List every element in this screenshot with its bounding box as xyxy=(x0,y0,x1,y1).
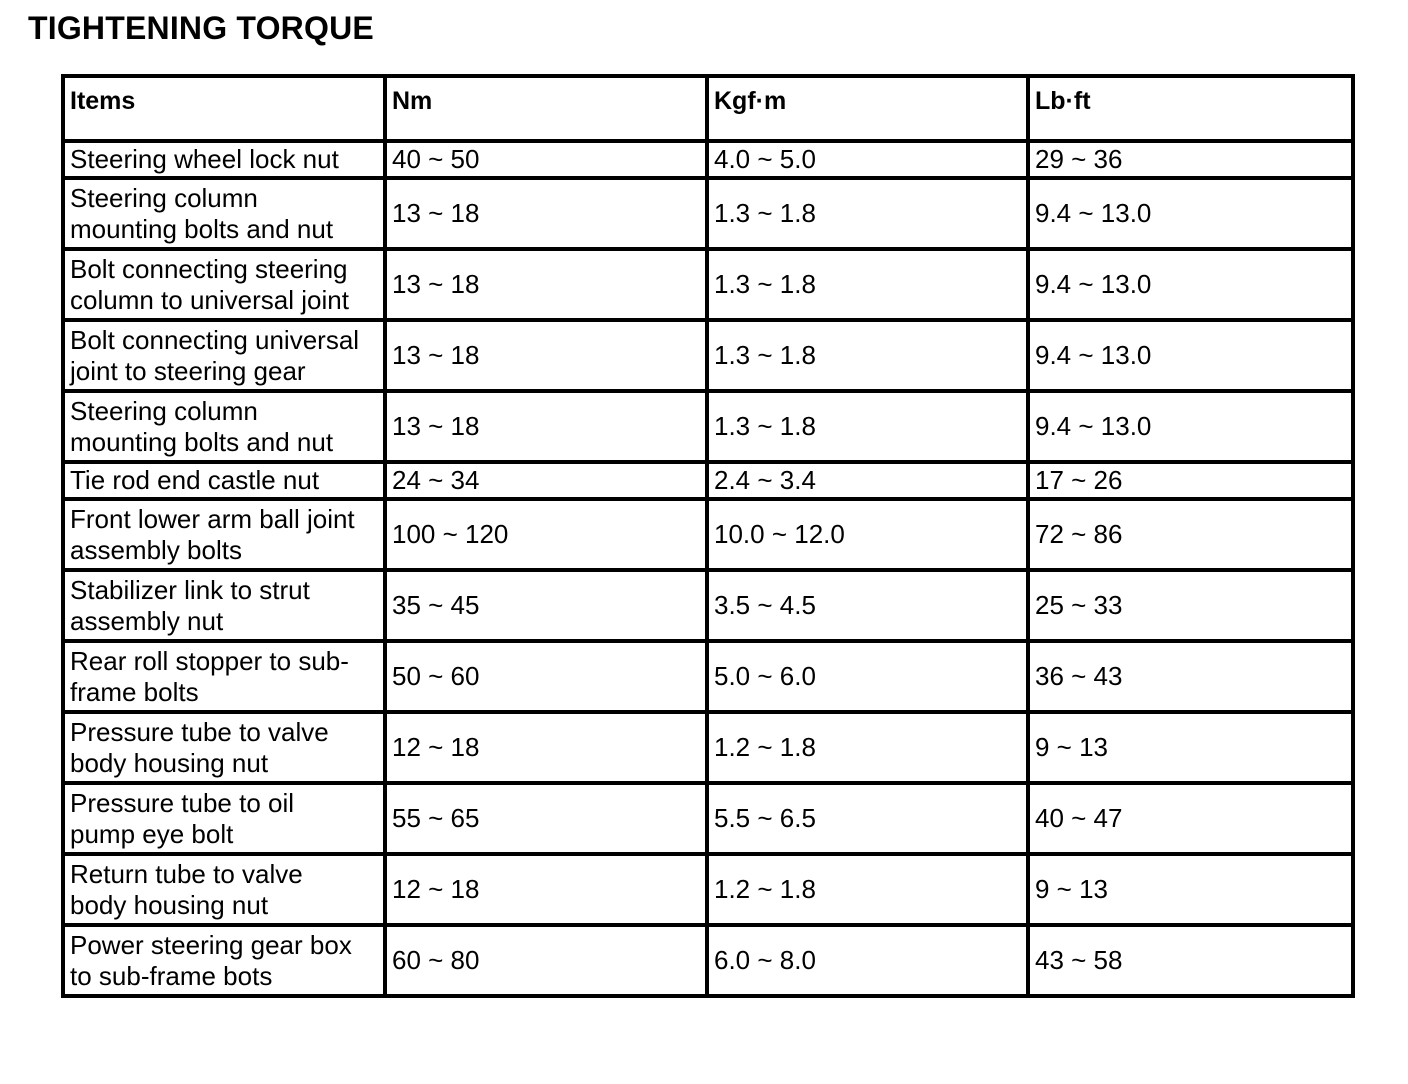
torque-table xyxy=(61,74,1355,998)
kgfm-cell: 1.3 ~ 1.8 xyxy=(707,391,1028,462)
item-cell: Power steering gear box to sub-frame bots xyxy=(63,925,385,996)
table-body xyxy=(63,141,1353,996)
table-header-row xyxy=(63,76,1353,141)
table-row xyxy=(63,249,1353,320)
nm-cell: 13 ~ 18 xyxy=(385,320,707,391)
lbft-cell: 29 ~ 36 xyxy=(1028,141,1353,178)
nm-cell: 50 ~ 60 xyxy=(385,641,707,712)
nm-cell: 55 ~ 65 xyxy=(385,783,707,854)
lbft-cell: 9.4 ~ 13.0 xyxy=(1028,391,1353,462)
kgfm-cell: 1.2 ~ 1.8 xyxy=(707,854,1028,925)
header-kgfm: Kgf·m xyxy=(707,76,1028,141)
lbft-cell: 17 ~ 26 xyxy=(1028,462,1353,499)
table-row xyxy=(63,854,1353,925)
nm-cell: 12 ~ 18 xyxy=(385,854,707,925)
item-cell: Rear roll stopper to sub- frame bolts xyxy=(63,641,385,712)
nm-cell: 100 ~ 120 xyxy=(385,499,707,570)
item-cell: Steering column mounting bolts and nut xyxy=(63,178,385,249)
table-row xyxy=(63,499,1353,570)
item-cell: Pressure tube to valve body housing nut xyxy=(63,712,385,783)
header-nm: Nm xyxy=(385,76,707,141)
item-cell: Front lower arm ball joint assembly bolts xyxy=(63,499,385,570)
kgfm-cell: 6.0 ~ 8.0 xyxy=(707,925,1028,996)
item-cell: Bolt connecting universal joint to steering gear xyxy=(63,320,385,391)
page-title: TIGHTENING TORQUE xyxy=(28,10,374,46)
kgfm-cell: 1.3 ~ 1.8 xyxy=(707,178,1028,249)
nm-cell: 13 ~ 18 xyxy=(385,178,707,249)
kgfm-cell: 4.0 ~ 5.0 xyxy=(707,141,1028,178)
nm-cell: 13 ~ 18 xyxy=(385,391,707,462)
item-cell: Tie rod end castle nut xyxy=(63,462,385,499)
table-row xyxy=(63,641,1353,712)
lbft-cell: 43 ~ 58 xyxy=(1028,925,1353,996)
nm-cell: 40 ~ 50 xyxy=(385,141,707,178)
nm-cell: 13 ~ 18 xyxy=(385,249,707,320)
kgfm-cell: 10.0 ~ 12.0 xyxy=(707,499,1028,570)
lbft-cell: 72 ~ 86 xyxy=(1028,499,1353,570)
nm-cell: 60 ~ 80 xyxy=(385,925,707,996)
kgfm-cell: 1.3 ~ 1.8 xyxy=(707,320,1028,391)
nm-cell: 35 ~ 45 xyxy=(385,570,707,641)
nm-cell: 24 ~ 34 xyxy=(385,462,707,499)
lbft-cell: 40 ~ 47 xyxy=(1028,783,1353,854)
item-cell: Steering column mounting bolts and nut xyxy=(63,391,385,462)
table-row xyxy=(63,712,1353,783)
lbft-cell: 9.4 ~ 13.0 xyxy=(1028,249,1353,320)
kgfm-cell: 1.3 ~ 1.8 xyxy=(707,249,1028,320)
item-cell: Bolt connecting steering column to universal joint xyxy=(63,249,385,320)
header-lbft: Lb·ft xyxy=(1028,76,1353,141)
table-row xyxy=(63,462,1353,499)
lbft-cell: 9.4 ~ 13.0 xyxy=(1028,320,1353,391)
lbft-cell: 25 ~ 33 xyxy=(1028,570,1353,641)
nm-cell: 12 ~ 18 xyxy=(385,712,707,783)
item-cell: Return tube to valve body housing nut xyxy=(63,854,385,925)
table-row xyxy=(63,783,1353,854)
lbft-cell: 9 ~ 13 xyxy=(1028,854,1353,925)
table-row xyxy=(63,925,1353,996)
kgfm-cell: 5.5 ~ 6.5 xyxy=(707,783,1028,854)
table-row xyxy=(63,320,1353,391)
kgfm-cell: 3.5 ~ 4.5 xyxy=(707,570,1028,641)
item-cell: Pressure tube to oil pump eye bolt xyxy=(63,783,385,854)
item-cell: Stabilizer link to strut assembly nut xyxy=(63,570,385,641)
lbft-cell: 36 ~ 43 xyxy=(1028,641,1353,712)
lbft-cell: 9 ~ 13 xyxy=(1028,712,1353,783)
table-row xyxy=(63,391,1353,462)
kgfm-cell: 2.4 ~ 3.4 xyxy=(707,462,1028,499)
header-items: Items xyxy=(63,76,385,141)
kgfm-cell: 1.2 ~ 1.8 xyxy=(707,712,1028,783)
kgfm-cell: 5.0 ~ 6.0 xyxy=(707,641,1028,712)
table-row xyxy=(63,178,1353,249)
lbft-cell: 9.4 ~ 13.0 xyxy=(1028,178,1353,249)
table-row xyxy=(63,570,1353,641)
table-row xyxy=(63,141,1353,178)
item-cell: Steering wheel lock nut xyxy=(63,141,385,178)
